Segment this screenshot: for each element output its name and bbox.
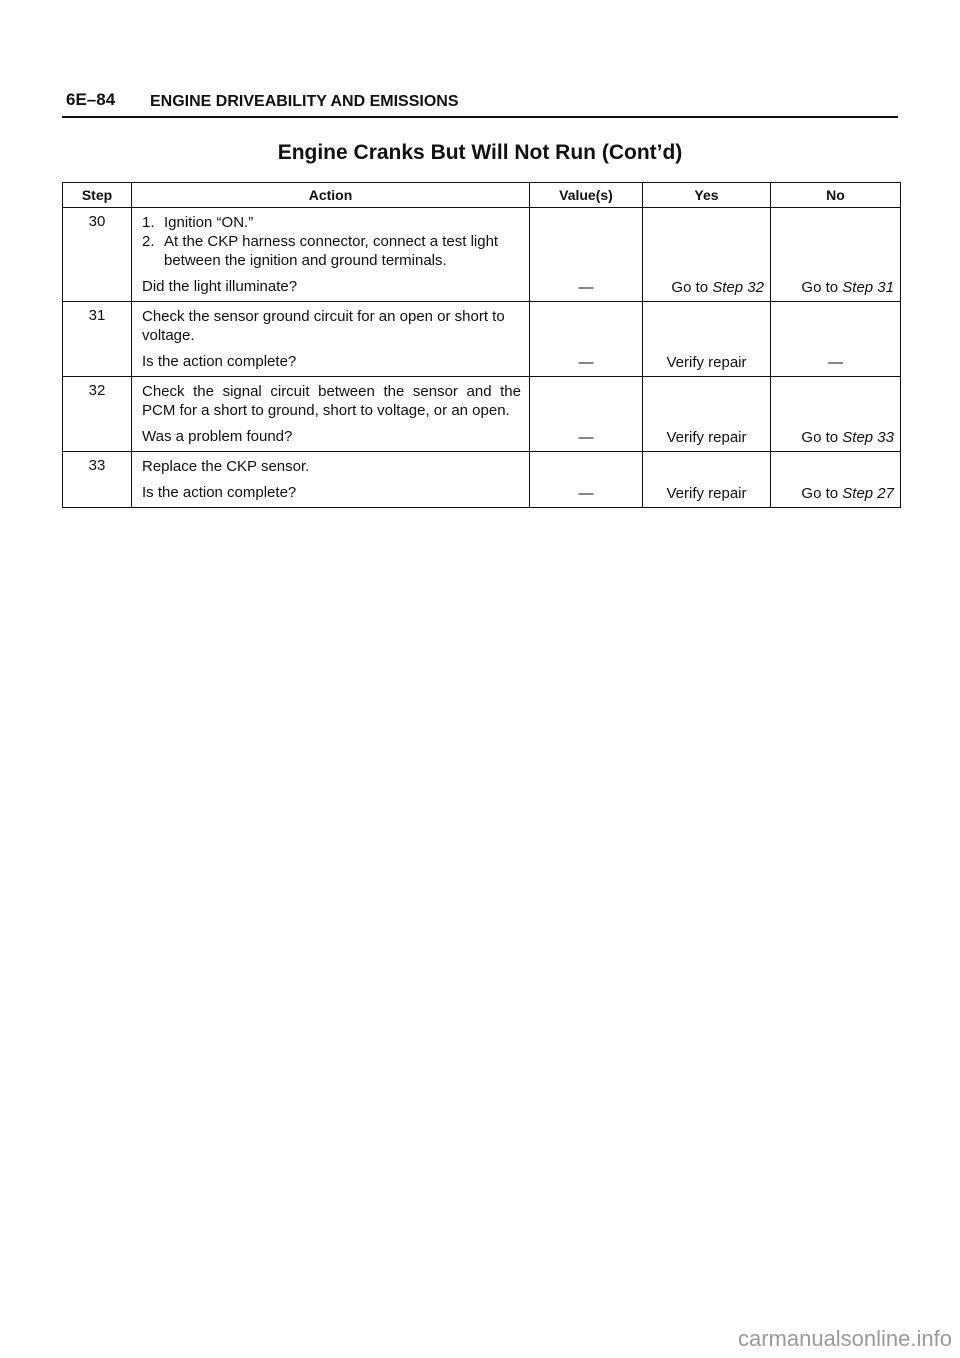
column-header-values: Value(s) — [530, 183, 643, 208]
no-cell: Go to Step 31 — [771, 208, 901, 302]
step-cell: 32 — [63, 377, 132, 452]
column-header-step: Step — [63, 183, 132, 208]
action-text: Check the signal circuit between the sensor and the PCM for a short to ground, short to voltage, or an open. — [142, 383, 521, 419]
value-cell: — — [530, 377, 643, 452]
yes-cell: Verify repair — [643, 302, 771, 377]
step-cell: 30 — [63, 208, 132, 302]
diagnostic-table — [62, 182, 901, 508]
section-title: ENGINE DRIVEABILITY AND EMISSIONS — [150, 93, 459, 110]
step-cell: 33 — [63, 452, 132, 508]
value-cell: — — [530, 452, 643, 508]
table-row — [63, 452, 901, 508]
action-question: Is the action complete? — [142, 353, 297, 370]
no-cell: Go to Step 27 — [771, 452, 901, 508]
yes-cell: Verify repair — [643, 452, 771, 508]
action-text: Check the sensor ground circuit for an open or short to voltage. — [142, 308, 505, 344]
value-cell: — — [530, 208, 643, 302]
page-number: 6E–84 — [66, 90, 116, 109]
value-cell: — — [530, 302, 643, 377]
action-cell — [132, 452, 530, 508]
action-cell — [132, 208, 530, 302]
action-question: Is the action complete? — [142, 484, 297, 501]
table-row — [63, 302, 901, 377]
action-text: Replace the CKP sensor. — [142, 458, 310, 475]
action-cell — [132, 377, 530, 452]
action-question: Was a problem found? — [142, 428, 293, 445]
no-cell: — — [771, 302, 901, 377]
page-title: Engine Cranks But Will Not Run (Cont’d) — [277, 141, 683, 164]
table-row — [63, 208, 901, 302]
yes-cell: Verify repair — [643, 377, 771, 452]
table-header-row — [63, 183, 901, 208]
step-cell: 31 — [63, 302, 132, 377]
watermark: carmanualsonline.info — [737, 1326, 952, 1351]
page-header — [62, 88, 898, 118]
action-question: Did the light illuminate? — [142, 278, 298, 295]
action-cell — [132, 302, 530, 377]
yes-cell: Go to Step 32 — [643, 208, 771, 302]
action-step: 1. Ignition “ON.” — [142, 214, 254, 231]
no-cell: Go to Step 33 — [771, 377, 901, 452]
action-step: 2. At the CKP harness connector, connect a test light between the ignition and ground terminals. — [142, 233, 499, 269]
column-header-action: Action — [132, 183, 530, 208]
column-header-yes: Yes — [643, 183, 771, 208]
column-header-no: No — [771, 183, 901, 208]
table-row — [63, 377, 901, 452]
